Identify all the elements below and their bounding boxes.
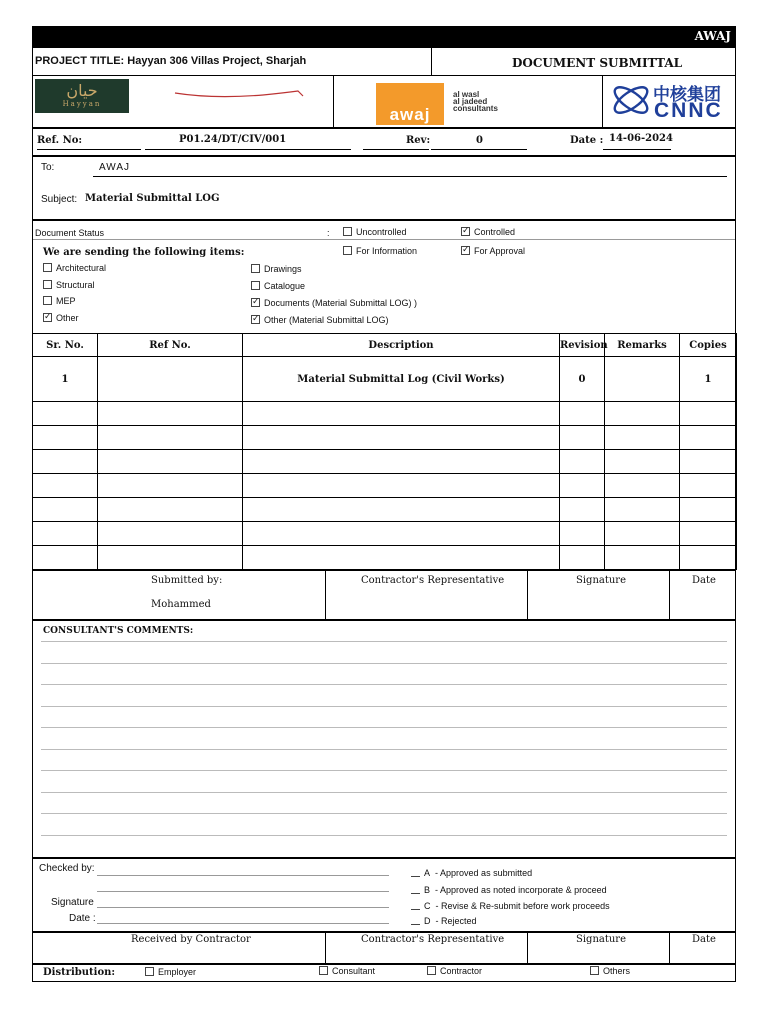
for-approval-option[interactable]: ✓ For Approval bbox=[461, 246, 525, 256]
item-catalogue[interactable]: Catalogue bbox=[251, 281, 305, 291]
table-header-row bbox=[33, 334, 737, 357]
cell-ref-no bbox=[98, 357, 243, 402]
comment-line[interactable] bbox=[41, 813, 727, 814]
item-other[interactable]: ✓Other bbox=[43, 313, 79, 323]
comment-line[interactable] bbox=[41, 835, 727, 836]
table-row bbox=[33, 474, 737, 498]
dist-employer[interactable]: Employer bbox=[145, 967, 196, 977]
table-row bbox=[33, 450, 737, 474]
catalogue-checkbox[interactable] bbox=[251, 281, 260, 290]
cell-revision: 0 bbox=[560, 357, 605, 402]
option-d[interactable]: D - Rejected bbox=[411, 916, 477, 926]
cell-description: Material Submittal Log (Civil Works) bbox=[243, 357, 560, 402]
structural-checkbox[interactable] bbox=[43, 280, 52, 289]
status-colon: : bbox=[327, 228, 330, 238]
received-contractor-rep: Contractor's Representative bbox=[361, 934, 505, 945]
project-title: PROJECT TITLE: Hayyan 306 Villas Project, Sharjah bbox=[35, 55, 307, 67]
submitted-by-value: Mohammed bbox=[151, 599, 211, 610]
item-documents[interactable]: ✓Documents (Material Submittal LOG) ) bbox=[251, 298, 417, 308]
rev-value: 0 bbox=[476, 135, 483, 146]
ref-label: Ref. No: bbox=[37, 135, 83, 146]
other-checkbox[interactable] bbox=[43, 313, 52, 322]
document-submittal-form bbox=[32, 26, 736, 982]
consultant-checkbox[interactable] bbox=[319, 966, 328, 975]
cnnc-chinese: 中核集团 bbox=[653, 85, 721, 105]
header-remarks: Remarks bbox=[605, 334, 680, 357]
checked-date-label: Date : bbox=[69, 913, 96, 924]
uncontrolled-checkbox[interactable] bbox=[343, 227, 352, 236]
dist-contractor[interactable]: Contractor bbox=[427, 966, 482, 976]
table-row bbox=[33, 546, 737, 570]
received-signature: Signature bbox=[576, 934, 627, 945]
table-row bbox=[33, 498, 737, 522]
to-label: To: bbox=[41, 162, 55, 173]
option-a[interactable]: A - Approved as submitted bbox=[411, 868, 532, 878]
awaj-logo: awaj bbox=[376, 83, 444, 125]
rev-label: Rev: bbox=[406, 135, 431, 146]
table-row bbox=[33, 522, 737, 546]
item-other-log[interactable]: ✓Other (Material Submittal LOG) bbox=[251, 315, 389, 325]
item-structural[interactable]: Structural bbox=[43, 280, 95, 290]
cell-remarks bbox=[605, 357, 680, 402]
cnnc-emblem-icon bbox=[609, 80, 653, 120]
comment-line[interactable] bbox=[41, 749, 727, 750]
received-date: Date bbox=[692, 934, 716, 945]
uncontrolled-option[interactable]: Uncontrolled bbox=[343, 227, 407, 237]
cell-sr-no: 1 bbox=[33, 357, 98, 402]
hayyan-logo: حيان Hayyan bbox=[35, 79, 129, 113]
option-b[interactable]: B - Approved as noted incorporate & proceed bbox=[411, 885, 607, 895]
dist-others[interactable]: Others bbox=[590, 966, 630, 976]
cell-copies: 1 bbox=[680, 357, 737, 402]
consultant-comments-label: CONSULTANT'S COMMENTS: bbox=[43, 626, 194, 636]
other-log-checkbox[interactable] bbox=[251, 315, 260, 324]
controlled-checkbox[interactable] bbox=[461, 227, 470, 236]
comment-line[interactable] bbox=[41, 663, 727, 664]
others-checkbox[interactable] bbox=[590, 966, 599, 975]
document-title: DOCUMENT SUBMITTAL bbox=[512, 56, 683, 70]
comment-line[interactable] bbox=[41, 706, 727, 707]
drawings-checkbox[interactable] bbox=[251, 264, 260, 273]
architectural-checkbox[interactable] bbox=[43, 263, 52, 272]
employer-checkbox[interactable] bbox=[145, 967, 154, 976]
to-value: AWAJ bbox=[99, 162, 131, 173]
table-row bbox=[33, 426, 737, 450]
submitted-contractor-rep: Contractor's Representative bbox=[361, 575, 505, 586]
header-ref-no: Ref No. bbox=[98, 334, 243, 357]
option-d-checkbox[interactable] bbox=[411, 916, 420, 925]
option-c-checkbox[interactable] bbox=[411, 901, 420, 910]
controlled-option[interactable]: ✓ Controlled bbox=[461, 227, 515, 237]
cnnc-english: CNNC bbox=[654, 99, 723, 122]
documents-checkbox[interactable] bbox=[251, 298, 260, 307]
comment-line[interactable] bbox=[41, 684, 727, 685]
option-c[interactable]: C - Revise & Re-submit before work proceeds bbox=[411, 901, 610, 911]
subject-label: Subject: bbox=[41, 194, 78, 205]
checked-signature-label: Signature bbox=[51, 897, 94, 908]
item-drawings[interactable]: Drawings bbox=[251, 264, 302, 274]
dist-consultant[interactable]: Consultant bbox=[319, 966, 375, 976]
comment-line[interactable] bbox=[41, 792, 727, 793]
ref-value: P01.24/DT/CIV/001 bbox=[179, 134, 287, 145]
for-information-option[interactable]: For Information bbox=[343, 246, 417, 256]
header-description: Description bbox=[243, 334, 560, 357]
header-revision: Revision bbox=[560, 334, 605, 357]
comment-line[interactable] bbox=[41, 770, 727, 771]
signature-stroke-icon bbox=[173, 87, 313, 101]
for-approval-checkbox[interactable] bbox=[461, 246, 470, 255]
table-row bbox=[33, 357, 737, 402]
comment-line[interactable] bbox=[41, 727, 727, 728]
item-mep[interactable]: MEP bbox=[43, 296, 76, 306]
submitted-date: Date bbox=[692, 575, 716, 586]
distribution-label: Distribution: bbox=[43, 967, 116, 978]
mep-checkbox[interactable] bbox=[43, 296, 52, 305]
items-heading: We are sending the following items: bbox=[43, 247, 245, 258]
submitted-signature: Signature bbox=[576, 575, 627, 586]
contractor-checkbox[interactable] bbox=[427, 966, 436, 975]
submitted-by-label: Submitted by: bbox=[151, 575, 223, 586]
header-tag: AWAJ bbox=[694, 29, 731, 43]
date-label: Date : bbox=[570, 135, 604, 146]
table-row bbox=[33, 402, 737, 426]
top-bar bbox=[33, 27, 735, 47]
header-sr-no: Sr. No. bbox=[33, 334, 98, 357]
items-table bbox=[32, 333, 737, 570]
item-architectural[interactable]: Architectural bbox=[43, 263, 106, 273]
option-b-checkbox[interactable] bbox=[411, 885, 420, 894]
document-status-label: Document Status bbox=[35, 228, 105, 238]
header-copies: Copies bbox=[680, 334, 737, 357]
date-value: 14-06-2024 bbox=[609, 133, 673, 144]
subject-value: Material Submittal LOG bbox=[85, 193, 220, 204]
option-a-checkbox[interactable] bbox=[411, 868, 420, 877]
alwasl-logo: al wasl al jadeed consultants bbox=[453, 90, 498, 113]
for-information-checkbox[interactable] bbox=[343, 246, 352, 255]
comment-line[interactable] bbox=[41, 641, 727, 642]
received-by-label: Received by Contractor bbox=[131, 934, 251, 945]
checked-by-label: Checked by: bbox=[39, 863, 95, 874]
